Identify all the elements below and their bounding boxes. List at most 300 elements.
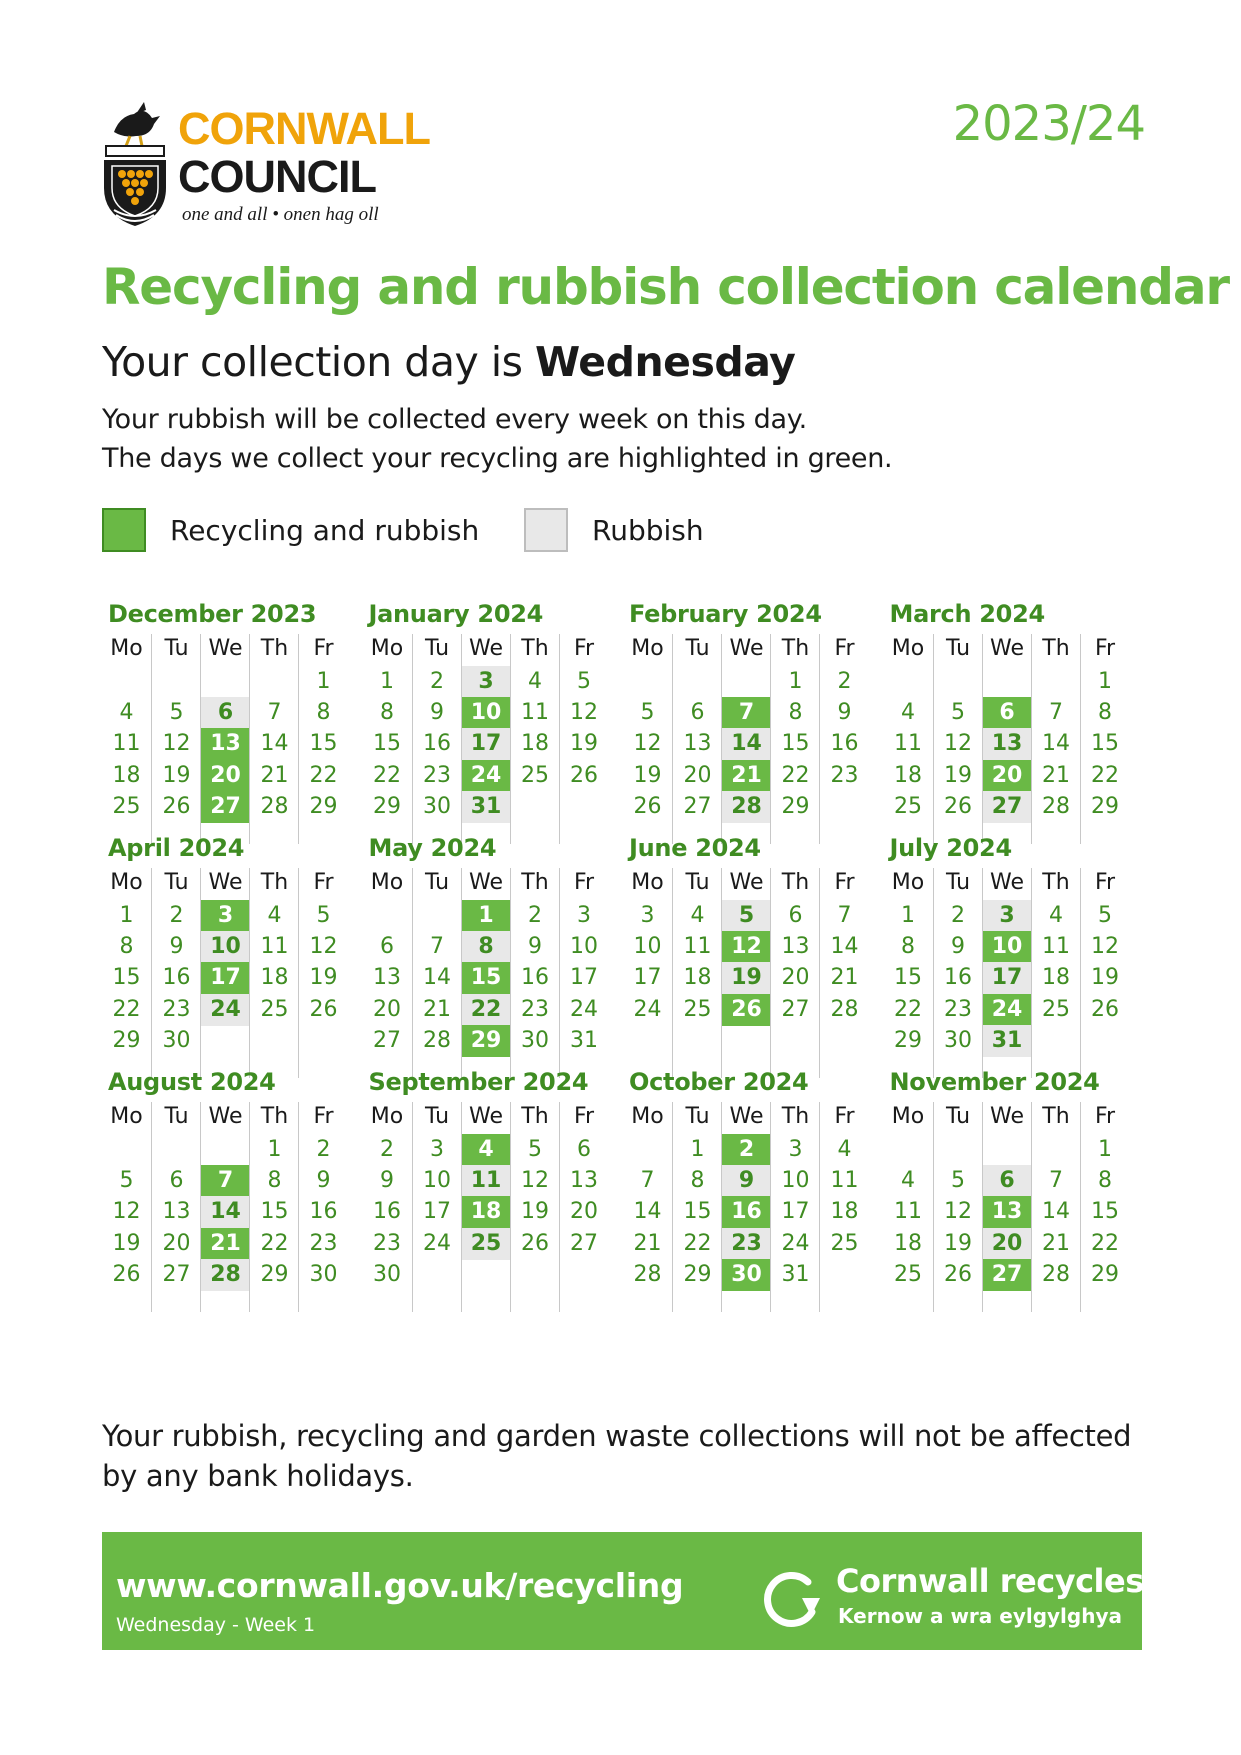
day-header: Mo — [110, 636, 143, 661]
calendar-day: 31 — [570, 1027, 598, 1053]
calendar-day: 16 — [722, 1196, 771, 1228]
day-header: We — [729, 636, 764, 661]
day-header: Tu — [685, 870, 710, 895]
calendar-day: 21 — [260, 762, 289, 788]
calendar-day: 18 — [260, 965, 289, 991]
day-header: Tu — [945, 870, 971, 895]
calendar-day: 12 — [944, 1199, 972, 1225]
calendar-day: 26 — [633, 793, 662, 819]
calendar-day: 17 — [781, 1199, 810, 1225]
calendar-day: 15 — [1091, 1199, 1119, 1225]
day-column — [770, 634, 820, 844]
calendar-day: 18 — [112, 762, 141, 788]
calendar-day: 11 — [1042, 934, 1070, 960]
calendar-day: 19 — [521, 1199, 549, 1225]
month-day-columns — [884, 634, 1129, 844]
calendar-day: 26 — [162, 793, 191, 819]
calendar-day: 3 — [430, 1137, 444, 1162]
calendar-day: 16 — [830, 731, 859, 757]
calendar-day: 4 — [119, 700, 134, 726]
calendar-day: 29 — [1091, 1261, 1119, 1287]
calendar-day: 6 — [690, 700, 705, 726]
month-day-columns — [884, 1102, 1129, 1312]
day-column — [200, 1102, 250, 1312]
month-calendar — [363, 1068, 608, 1318]
day-header: Tu — [424, 870, 450, 895]
calendar-day: 4 — [901, 1168, 915, 1194]
calendar-day: 11 — [830, 1168, 859, 1194]
calendar-day: 20 — [570, 1199, 598, 1225]
calendar-day: 6 — [201, 697, 250, 729]
calendar-day: 13 — [983, 1196, 1032, 1228]
calendar-day: 24 — [462, 760, 511, 792]
calendar-day: 20 — [162, 1230, 191, 1256]
calendar-day: 7 — [640, 1168, 655, 1194]
calendar-day: 26 — [944, 1261, 972, 1287]
calendar-day: 29 — [260, 1261, 289, 1287]
intro-line-1: Your rubbish will be collected every week on this day. — [102, 404, 807, 435]
calendar-day: 29 — [373, 793, 401, 819]
calendar-day: 14 — [260, 731, 289, 757]
calendar-day: 17 — [983, 962, 1032, 994]
calendar-day: 15 — [683, 1199, 712, 1225]
calendar-day: 25 — [521, 762, 549, 788]
calendar-day: 22 — [781, 762, 810, 788]
calendar-day: 21 — [1042, 762, 1070, 788]
day-column — [884, 1102, 933, 1312]
calendar-day: 24 — [570, 996, 598, 1022]
month-title: April 2024 — [108, 834, 245, 862]
calendar-day: 19 — [944, 762, 972, 788]
calendar-day: 16 — [944, 965, 972, 991]
calendar-day: 25 — [462, 1228, 511, 1260]
calendar-day: 12 — [722, 931, 771, 963]
calendar-day: 20 — [983, 1228, 1032, 1260]
calendar-day: 22 — [683, 1230, 712, 1256]
day-column — [819, 868, 869, 1078]
calendar-day: 1 — [380, 669, 394, 694]
day-header: Th — [781, 636, 810, 661]
bank-holiday-note: Your rubbish, recycling and garden waste collections will not be affected by any bank holidays. — [102, 1419, 1132, 1493]
calendar-day: 25 — [260, 996, 289, 1022]
calendar-day: 2 — [169, 903, 184, 928]
day-header: Th — [521, 870, 549, 895]
day-column — [510, 868, 560, 1078]
calendar-day: 26 — [112, 1261, 141, 1287]
calendar-day: 10 — [781, 1168, 810, 1194]
month-title: October 2024 — [629, 1068, 809, 1096]
calendar-day: 1 — [1098, 669, 1112, 694]
calendar-day: 18 — [521, 731, 549, 757]
calendar-day: 29 — [1091, 793, 1119, 819]
month-day-columns — [884, 868, 1129, 1078]
brand-name: Cornwall recycles — [836, 1562, 1144, 1600]
calendar-day: 5 — [722, 900, 771, 932]
month-title: May 2024 — [368, 834, 497, 862]
day-header: Fr — [573, 636, 595, 661]
calendar-day: 1 — [690, 1137, 705, 1162]
calendar-day: 7 — [430, 934, 444, 960]
calendar-day: 14 — [830, 934, 859, 960]
day-column — [559, 634, 609, 844]
legend-green-label: Recycling and rubbish — [170, 514, 480, 547]
calendar-day: 27 — [570, 1230, 598, 1256]
month-title: June 2024 — [629, 834, 761, 862]
month-title: January 2024 — [368, 600, 544, 628]
day-header: Tu — [945, 1104, 971, 1129]
day-header: We — [990, 636, 1024, 661]
day-column — [884, 634, 933, 844]
day-header: Mo — [370, 1104, 404, 1129]
month-title: March 2024 — [889, 600, 1045, 628]
day-column — [412, 634, 462, 844]
calendar-day: 28 — [423, 1027, 451, 1053]
calendar-day: 6 — [577, 1137, 591, 1162]
day-column — [933, 1102, 983, 1312]
calendar-day: 23 — [373, 1230, 401, 1256]
calendar-day: 1 — [316, 669, 331, 694]
calendar-day: 3 — [788, 1137, 803, 1162]
calendar-day: 24 — [633, 996, 662, 1022]
brand-subtitle: Kernow a wra eylgylghya — [838, 1604, 1123, 1628]
month-calendar — [623, 1068, 868, 1318]
day-column — [672, 868, 722, 1078]
legend-grey-swatch — [524, 508, 568, 552]
day-header: We — [469, 636, 503, 661]
calendar-day: 20 — [683, 762, 712, 788]
calendar-day: 3 — [577, 903, 591, 928]
calendar-day: 27 — [162, 1261, 191, 1287]
calendar-day: 29 — [894, 1027, 922, 1053]
day-header: Mo — [631, 1104, 664, 1129]
day-column — [461, 634, 511, 844]
calendar-day: 23 — [830, 762, 859, 788]
council-name-line1: CORNWALL — [178, 103, 430, 154]
calendar-day: 10 — [633, 934, 662, 960]
month-calendar — [623, 834, 868, 1084]
calendar-day: 6 — [169, 1168, 184, 1194]
day-header: Tu — [685, 636, 710, 661]
calendar-day: 6 — [788, 903, 803, 928]
month-title: November 2024 — [889, 1068, 1100, 1096]
cornwall-recycles-logo — [762, 1562, 1144, 1632]
calendar-day: 11 — [894, 731, 922, 757]
month-calendar — [363, 834, 608, 1084]
calendar-day: 12 — [162, 731, 191, 757]
calendar-day: 22 — [309, 762, 338, 788]
calendar-day: 30 — [309, 1261, 338, 1287]
calendar-day: 26 — [309, 996, 338, 1022]
day-column — [412, 868, 462, 1078]
day-header: Th — [260, 636, 289, 661]
calendar-day: 15 — [309, 731, 338, 757]
calendar-day: 28 — [260, 793, 289, 819]
calendar-day: 26 — [1091, 996, 1119, 1022]
calendar-day: 29 — [781, 793, 810, 819]
day-header: Fr — [834, 1104, 855, 1129]
calendar-day: 31 — [781, 1261, 810, 1287]
calendar-day: 4 — [690, 903, 705, 928]
calendar-day: 9 — [722, 1165, 771, 1197]
day-column — [721, 868, 771, 1078]
intro-line-2: The days we collect your recycling are highlighted in green. — [102, 443, 893, 474]
calendar-day: 13 — [683, 731, 712, 757]
month-calendar — [884, 1068, 1129, 1318]
calendar-day: 5 — [640, 700, 655, 726]
calendar-day: 3 — [462, 666, 511, 698]
calendar-day: 31 — [462, 791, 511, 823]
calendar-day: 5 — [1098, 903, 1112, 928]
calendar-day: 20 — [373, 996, 401, 1022]
calendar-day: 28 — [830, 996, 859, 1022]
day-column — [102, 868, 151, 1078]
legend-green-swatch — [102, 508, 146, 552]
calendar-day: 9 — [951, 934, 965, 960]
calendar-day: 1 — [462, 900, 511, 932]
day-column — [1080, 634, 1130, 844]
calendar-day: 8 — [316, 700, 331, 726]
day-column — [510, 1102, 560, 1312]
day-column — [559, 868, 609, 1078]
day-header: Fr — [313, 636, 334, 661]
day-header: We — [729, 870, 764, 895]
calendar-day: 18 — [830, 1199, 859, 1225]
calendar-day: 24 — [201, 994, 250, 1026]
calendar-day: 19 — [309, 965, 338, 991]
calendar-day: 29 — [462, 1025, 511, 1057]
calendar-day: 8 — [380, 700, 394, 726]
day-column — [363, 1102, 412, 1312]
calendar-day: 23 — [521, 996, 549, 1022]
day-column — [672, 1102, 722, 1312]
calendar-day: 4 — [462, 1134, 511, 1166]
calendar-day: 19 — [633, 762, 662, 788]
calendar-day: 23 — [162, 996, 191, 1022]
calendar-day: 10 — [201, 931, 250, 963]
recycling-website-link[interactable]: www.cornwall.gov.uk/recycling — [116, 1566, 684, 1605]
calendar-day: 2 — [528, 903, 542, 928]
day-column — [249, 634, 299, 844]
calendar-day: 26 — [722, 994, 771, 1026]
calendar-day: 2 — [837, 669, 852, 694]
calendar-day: 2 — [380, 1137, 394, 1162]
calendar-day: 11 — [894, 1199, 922, 1225]
month-title: July 2024 — [889, 834, 1012, 862]
day-column — [623, 1102, 672, 1312]
calendar-day: 3 — [640, 903, 655, 928]
day-column — [461, 1102, 511, 1312]
calendar-day: 4 — [901, 700, 915, 726]
day-column — [1080, 1102, 1130, 1312]
month-title: September 2024 — [368, 1068, 589, 1096]
calendar-day: 18 — [894, 762, 922, 788]
day-column — [151, 1102, 201, 1312]
collection-day-prefix: Your collection day is — [102, 338, 536, 386]
day-header: Mo — [891, 636, 925, 661]
day-column — [249, 868, 299, 1078]
day-column — [102, 634, 151, 844]
calendar-day: 11 — [462, 1165, 511, 1197]
day-header: Mo — [631, 870, 664, 895]
month-day-columns — [623, 868, 868, 1078]
calendar-day: 12 — [944, 731, 972, 757]
month-day-columns — [363, 868, 608, 1078]
calendar-day: 17 — [423, 1199, 451, 1225]
calendar-day: 27 — [373, 1027, 401, 1053]
month-calendar — [884, 600, 1129, 850]
day-column — [623, 634, 672, 844]
day-column — [461, 868, 511, 1078]
calendar-day: 1 — [119, 903, 134, 928]
calendar-day: 26 — [944, 793, 972, 819]
calendar-day: 24 — [781, 1230, 810, 1256]
day-column — [363, 634, 412, 844]
month-title: August 2024 — [108, 1068, 276, 1096]
calendar-day: 13 — [983, 728, 1032, 760]
day-header: Tu — [945, 636, 971, 661]
calendar-day: 27 — [781, 996, 810, 1022]
calendar-day: 25 — [894, 793, 922, 819]
calendar-day: 23 — [944, 996, 972, 1022]
calendar-day: 13 — [373, 965, 401, 991]
calendar-day: 5 — [951, 700, 965, 726]
calendar-day: 21 — [722, 760, 771, 792]
day-column — [770, 1102, 820, 1312]
day-header: Fr — [573, 870, 595, 895]
calendar-day: 12 — [1091, 934, 1119, 960]
calendar-day: 22 — [112, 996, 141, 1022]
calendar-day: 15 — [894, 965, 922, 991]
day-header: Th — [260, 1104, 289, 1129]
day-column — [721, 634, 771, 844]
day-header: Tu — [424, 636, 450, 661]
month-day-columns — [102, 634, 347, 844]
calendar-day: 30 — [162, 1027, 191, 1053]
calendar-day: 8 — [901, 934, 915, 960]
day-column — [982, 868, 1032, 1078]
calendar-day: 17 — [462, 728, 511, 760]
day-header: Fr — [313, 870, 334, 895]
day-column — [672, 634, 722, 844]
calendar-day: 5 — [528, 1137, 542, 1162]
day-column — [249, 1102, 299, 1312]
day-column — [933, 634, 983, 844]
calendar-day: 21 — [423, 996, 451, 1022]
calendar-day: 19 — [162, 762, 191, 788]
month-calendar — [102, 600, 347, 850]
calendar-day: 13 — [570, 1168, 598, 1194]
calendar-day: 25 — [1042, 996, 1070, 1022]
calendar-day: 7 — [1049, 1168, 1063, 1194]
calendar-day: 6 — [380, 934, 394, 960]
day-header: Mo — [370, 636, 404, 661]
calendar-day: 12 — [633, 731, 662, 757]
day-header: Tu — [424, 1104, 450, 1129]
calendar-day: 13 — [781, 934, 810, 960]
day-header: Fr — [834, 870, 855, 895]
month-calendar — [884, 834, 1129, 1084]
day-header: Th — [260, 870, 289, 895]
day-column — [200, 868, 250, 1078]
day-header: Tu — [164, 636, 189, 661]
calendar-day: 24 — [983, 994, 1032, 1026]
calendar-day: 9 — [169, 934, 184, 960]
day-header: Fr — [834, 636, 855, 661]
calendar-day: 5 — [577, 669, 591, 694]
calendar-day: 14 — [633, 1199, 662, 1225]
day-header: We — [990, 1104, 1024, 1129]
calendar-day: 4 — [267, 903, 282, 928]
calendar-day: 23 — [423, 762, 451, 788]
calendar-day: 17 — [201, 962, 250, 994]
month-title: February 2024 — [629, 600, 822, 628]
calendar-day: 16 — [309, 1199, 338, 1225]
day-column — [412, 1102, 462, 1312]
day-header: Fr — [313, 1104, 334, 1129]
calendar-day: 11 — [112, 731, 141, 757]
calendar-day: 8 — [1098, 700, 1112, 726]
day-header: Th — [781, 1104, 810, 1129]
calendar-day: 19 — [1091, 965, 1119, 991]
calendar-day: 5 — [951, 1168, 965, 1194]
calendar-day: 15 — [373, 731, 401, 757]
calendar-day: 19 — [722, 962, 771, 994]
calendar-day: 30 — [423, 793, 451, 819]
calendar-day: 30 — [722, 1259, 771, 1291]
calendar-day: 10 — [570, 934, 598, 960]
calendar-day: 12 — [112, 1199, 141, 1225]
calendar-day: 5 — [169, 700, 184, 726]
calendar-day: 2 — [430, 669, 444, 694]
day-column — [884, 868, 933, 1078]
calendar-day: 6 — [983, 697, 1032, 729]
month-day-columns — [102, 1102, 347, 1312]
day-column — [1031, 868, 1081, 1078]
day-header: Fr — [1094, 1104, 1116, 1129]
calendar-day: 18 — [894, 1230, 922, 1256]
calendar-day: 26 — [521, 1230, 549, 1256]
collection-day-heading — [102, 338, 795, 386]
calendar-day: 9 — [430, 700, 444, 726]
day-column — [819, 1102, 869, 1312]
calendar-day: 12 — [521, 1168, 549, 1194]
calendar-day: 9 — [837, 700, 852, 726]
calendar-day: 14 — [423, 965, 451, 991]
day-column — [298, 1102, 348, 1312]
calendar-day: 9 — [528, 934, 542, 960]
calendar-day: 22 — [373, 762, 401, 788]
calendar-day: 30 — [944, 1027, 972, 1053]
calendar-day: 24 — [423, 1230, 451, 1256]
day-column — [1031, 634, 1081, 844]
calendar-day: 29 — [683, 1261, 712, 1287]
calendar-day: 1 — [267, 1137, 282, 1162]
calendar-day: 6 — [983, 1165, 1032, 1197]
calendar-day: 16 — [162, 965, 191, 991]
month-calendar — [102, 834, 347, 1084]
day-column — [298, 868, 348, 1078]
day-header: We — [469, 1104, 503, 1129]
calendar-day: 18 — [1042, 965, 1070, 991]
calendar-day: 21 — [201, 1228, 250, 1260]
calendar-day: 16 — [373, 1199, 401, 1225]
calendar-day: 12 — [570, 700, 598, 726]
day-column — [819, 634, 869, 844]
calendar-day: 14 — [201, 1196, 250, 1228]
calendar-day: 1 — [788, 669, 803, 694]
calendar-day: 7 — [267, 700, 282, 726]
calendar-day: 30 — [521, 1027, 549, 1053]
